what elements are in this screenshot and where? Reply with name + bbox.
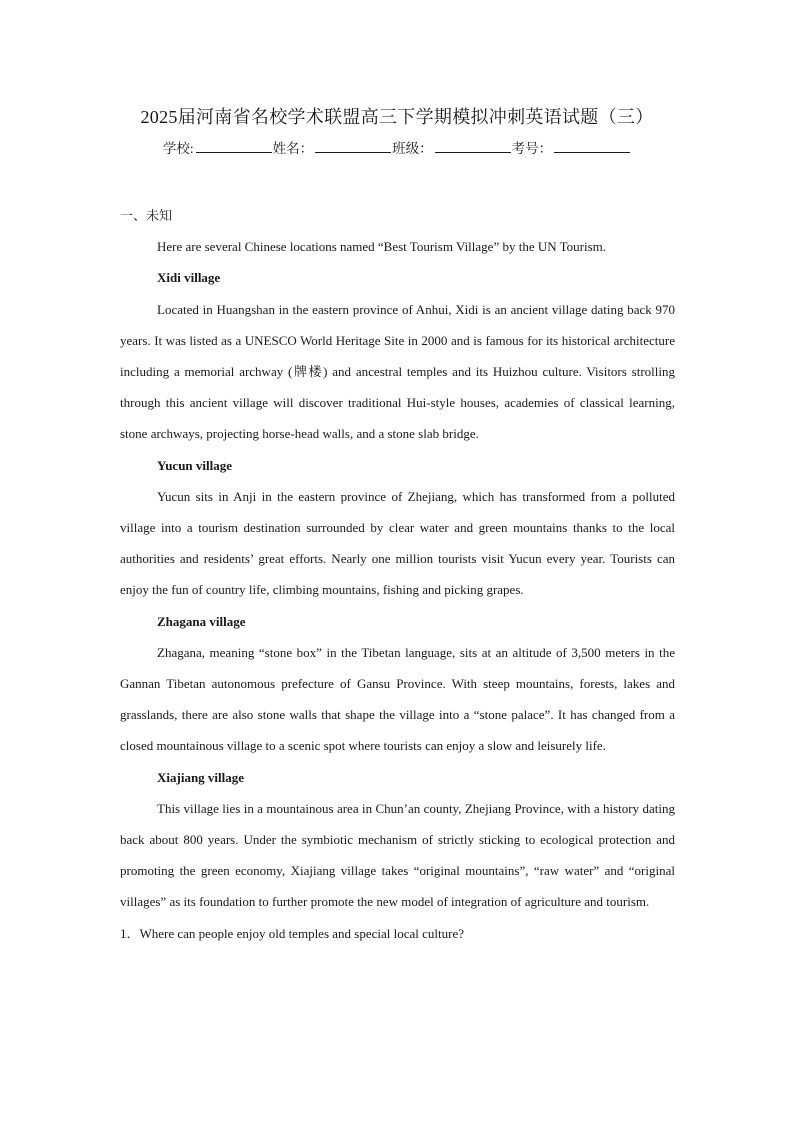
- question-1: 1．Where can people enjoy old temples and special local culture?: [120, 925, 464, 941]
- school-blank: [196, 138, 272, 153]
- school-field: [163, 138, 273, 159]
- exam-no-field: [512, 138, 632, 159]
- village-text-xiajiang: This village lies in a mountainous area in Chun’an county, Zhejiang Province, with a history dating back about 800 years. Under the symbiotic mechanism of strictly sticking to ecological protection and promoting the green economy, Xiajiang village takes “original mountains”, “raw water” and “original villages” as its foundation to further promote the new model of integration of agriculture and tourism.: [120, 800, 675, 910]
- page-title: 2025届河南省名校学术联盟高三下学期模拟冲刺英语试题（三）: [140, 107, 654, 127]
- school-label: 学校:: [162, 141, 194, 156]
- class-blank: [435, 138, 511, 153]
- village-text-zhagana: Zhagana, meaning “stone box” in the Tibetan language, sits at an altitude of 3,500 meters in the Gannan Tibetan autonomous prefecture of Gansu Province. With steep mountains, forests, lakes and grasslands, there are also stone walls that shape the village into a “stone palace”. It has changed from a closed mountainous village to a scenic spot where tourists can enjoy a slow and leisurely life.: [120, 644, 675, 754]
- name-field: [273, 138, 393, 159]
- section-heading: 一、未知: [120, 208, 173, 223]
- village-text-xidi: Located in Huangshan in the eastern province of Anhui, Xidi is an ancient village dating back 970 years. It was listed as a UNESCO World Heritage Site in 2000 and is famous for its historical architecture including a memorial archway (牌楼) and ancestral temples and its Huizhou culture. Visitors strolling through this ancient village will discover traditional Hui-style houses, academies of classical learning, stone archways, projecting horse-head walls, and a stone slab bridge.: [120, 301, 675, 442]
- class-field: [392, 138, 512, 159]
- exam-no-label: 考号：: [511, 141, 553, 156]
- village-title-zhagana: Zhagana village: [157, 613, 246, 629]
- reading-passage: [120, 200, 675, 949]
- village-title-yucun: Yucun village: [157, 457, 233, 473]
- village-text-yucun: Yucun sits in Anji in the eastern province of Zhejiang, which has transformed from a polluted village into a tourism destination surrounded by clear water and green mountains thanks to the local authorities and residents’ great efforts. Nearly one million tourists visit Yucun every year. Tourists can enjoy the fun of country life, climbing mountains, fishing and picking grapes.: [120, 488, 675, 598]
- name-blank: [315, 138, 391, 153]
- class-label: 班级：: [392, 141, 433, 156]
- passage-intro: Here are several Chinese locations named “Best Tourism Village” by the UN Tourism.: [157, 239, 607, 255]
- student-info-line: [0, 138, 794, 159]
- name-label: 姓名：: [272, 141, 314, 156]
- exam-no-blank: [554, 138, 630, 153]
- village-title-xiajiang: Xiajiang village: [157, 769, 245, 785]
- village-title-xidi: Xidi village: [157, 270, 221, 286]
